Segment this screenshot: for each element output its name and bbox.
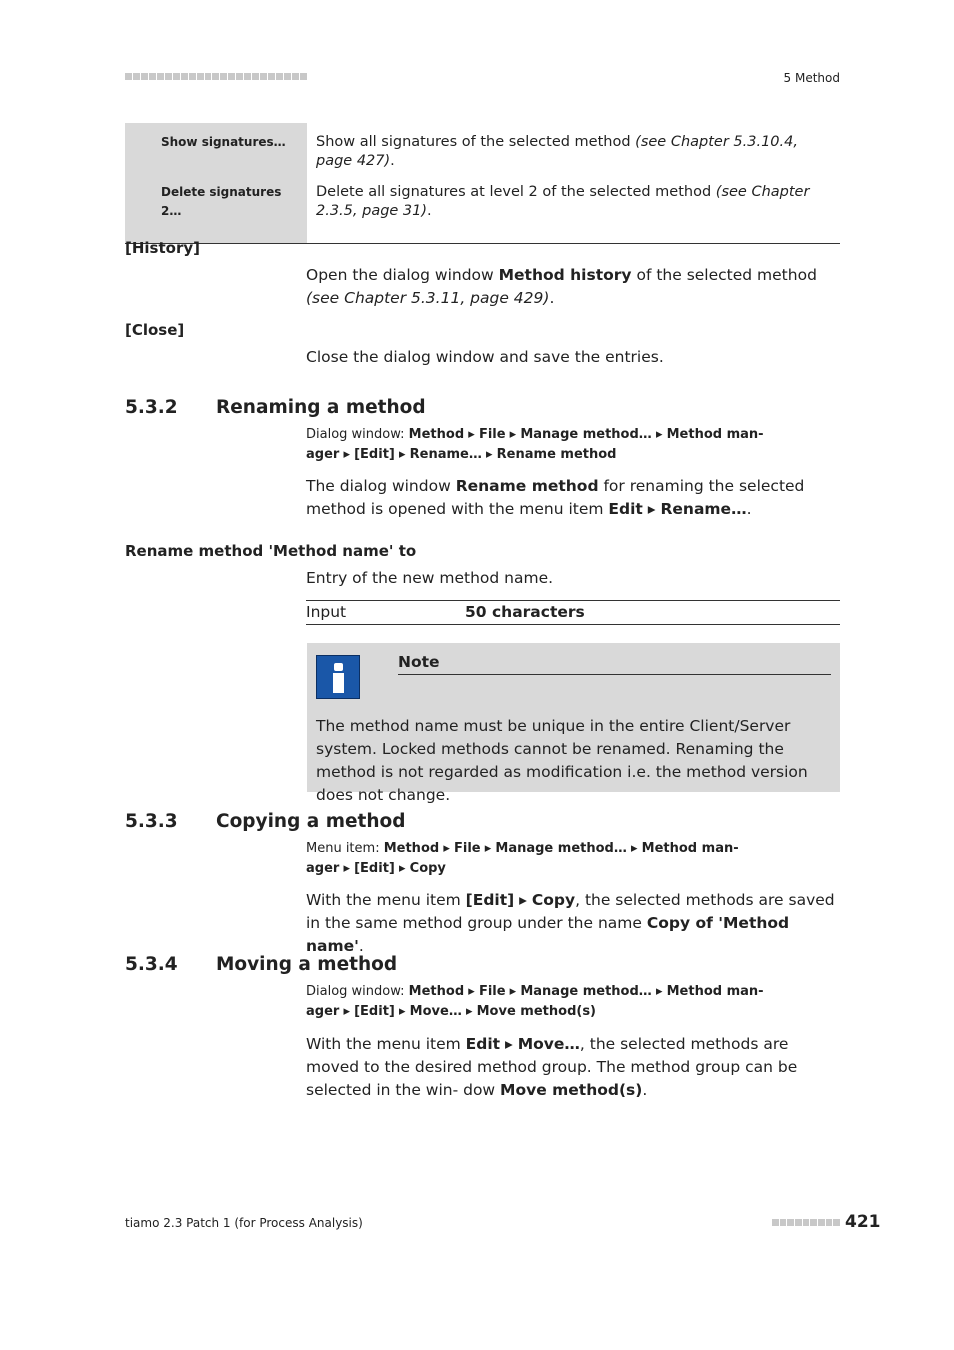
command-desc: Delete all signatures at level 2 of the selected method (see Chapter 2.3.5, page 31).: [316, 184, 810, 219]
footer-decoration: [772, 1219, 840, 1227]
menu-path: Dialog window: Method ▸ File ▸ Manage method… ▸ Method man- ager ▸ [Edit] ▸ Rename… ▸ Rename method: [306, 427, 764, 462]
rename-term: Rename method 'Method name' to: [125, 542, 417, 560]
history-term: [History]: [125, 239, 200, 257]
command-key: Delete signatures 2…: [125, 173, 307, 244]
section-heading: 5.3.3 Copying a method: [125, 811, 406, 832]
close-description: Close the dialog window and save the entries.: [306, 348, 664, 366]
note-title: Note: [398, 653, 831, 675]
header-decoration: [125, 73, 307, 81]
footer-product: tiamo 2.3 Patch 1 (for Process Analysis): [125, 1216, 363, 1230]
history-description: Open the dialog window Method history of the selected method (see Chapter 5.3.11, page 429).: [306, 266, 817, 307]
rename-entry: Entry of the new method name.: [306, 569, 554, 587]
command-table: [125, 123, 840, 244]
close-term: [Close]: [125, 321, 185, 339]
command-desc: Show all signatures of the selected method (see Chapter 5.3.10.4, page 427).: [316, 134, 798, 169]
input-label: Input: [306, 603, 347, 621]
section-heading: 5.3.2 Renaming a method: [125, 397, 426, 418]
input-value: 50 characters: [465, 603, 585, 621]
table-row: [125, 173, 840, 244]
rename-description: The dialog window Rename method for renaming the selected method is opened with the menu item Edit ▸ Rename….: [306, 477, 805, 518]
header-chapter: 5 Method: [783, 71, 840, 85]
note-box: [307, 643, 840, 804]
section-heading: 5.3.4 Moving a method: [125, 954, 398, 975]
menu-path: Menu item: Method ▸ File ▸ Manage method… ▸ Method man- ager ▸ [Edit] ▸ Copy: [306, 841, 739, 876]
info-icon: [316, 655, 360, 699]
page-number: 421: [845, 1212, 881, 1232]
menu-path: Dialog window: Method ▸ File ▸ Manage method… ▸ Method man- ager ▸ [Edit] ▸ Move… ▸ Move method(s): [306, 984, 764, 1019]
copy-description: With the menu item [Edit] ▸ Copy, the selected methods are saved in the same method group under the name Copy of 'Method name'.: [306, 891, 835, 955]
note-text: The method name must be unique in the entire Client/Server system. Locked methods cannot be renamed. Renaming the method is not regarded as modification i.e. the method version does not change.: [316, 717, 808, 804]
command-key: Show signatures…: [125, 123, 307, 173]
move-description: With the menu item Edit ▸ Move…, the selected methods are moved to the desired method group. The method group can be selected in the win- dow Move method(s).: [306, 1035, 798, 1099]
table-row: [125, 123, 840, 173]
input-spec-row: [306, 600, 840, 625]
